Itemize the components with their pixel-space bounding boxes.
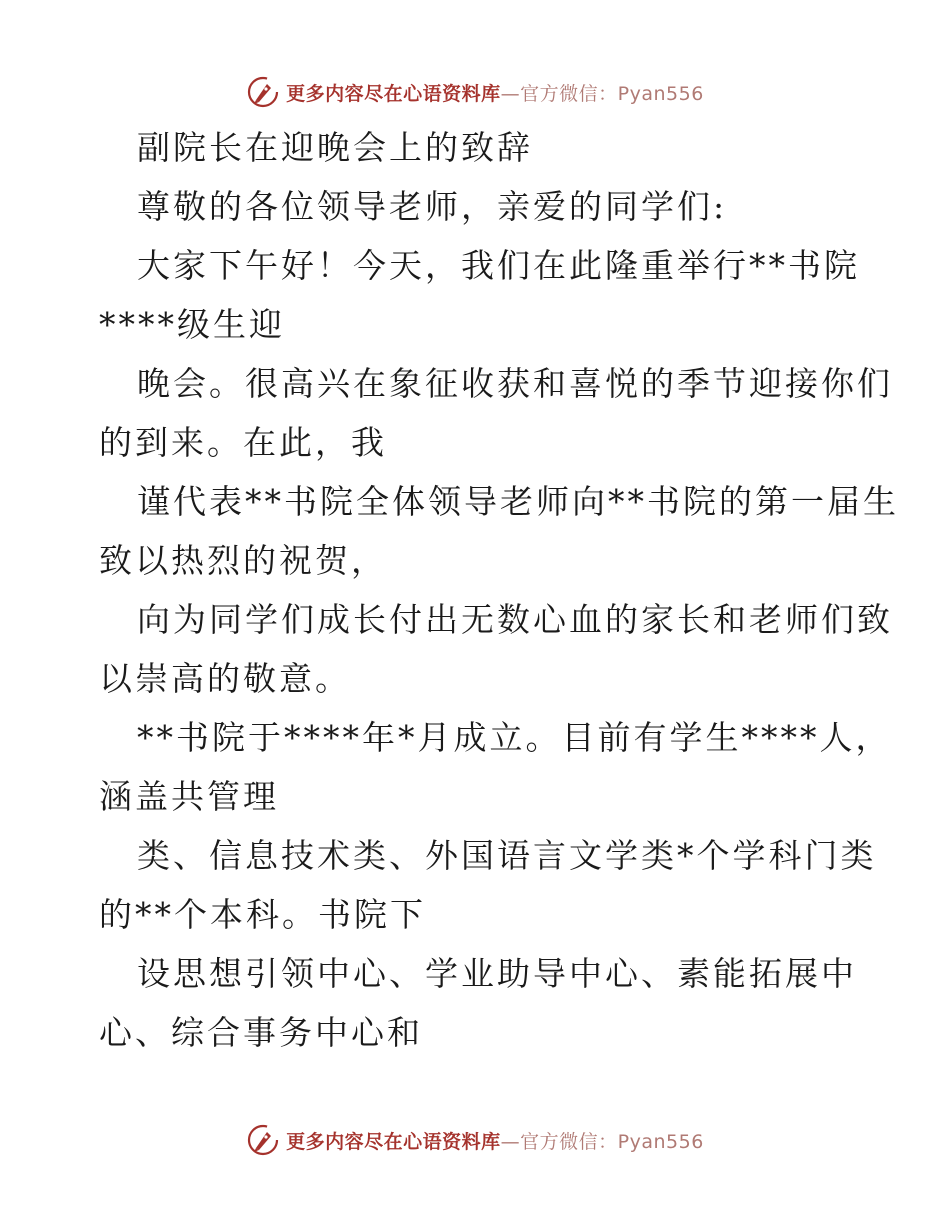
watermark-separator: —: [500, 1130, 521, 1153]
watermark-text: [286, 79, 704, 106]
text-line: 类、信息技术类、外国语言文学类*个学科门类: [137, 836, 877, 875]
text-line: 心、综合事务中心和: [99, 1013, 423, 1052]
text-line: 致以热烈的祝贺，: [99, 541, 387, 580]
text-line: 尊敬的各位领导老师，亲爱的同学们:: [137, 187, 728, 226]
document-title: 副院长在迎晚会上的致辞: [137, 128, 533, 167]
document-body: [99, 118, 899, 1062]
pen-nib-logo-icon: [246, 75, 280, 109]
header-watermark: [0, 72, 950, 112]
text-line: ****级生迎: [99, 305, 285, 344]
text-line: 设思想引领中心、学业助导中心、素能拓展中: [137, 954, 857, 993]
text-line: 的到来。在此，我: [99, 423, 387, 462]
pen-nib-logo-icon: [246, 1123, 280, 1157]
text-line: 谨代表**书院全体领导老师向**书院的第一届生: [137, 482, 899, 521]
text-line: 涵盖共管理: [99, 777, 279, 816]
text-line: **书院于****年*月成立。目前有学生****人，: [137, 718, 892, 757]
text-line: 向为同学们成长付出无数心血的家长和老师们致: [137, 600, 893, 639]
watermark-contact: 官方微信：Pyan556: [520, 1130, 704, 1153]
text-line: 晚会。很高兴在象征收获和喜悦的季节迎接你们: [137, 364, 893, 403]
footer-watermark: [0, 1120, 950, 1160]
watermark-contact: 官方微信：Pyan556: [520, 82, 704, 105]
text-line: 的**个本科。书院下: [99, 895, 426, 934]
text-line: 大家下午好！今天，我们在此隆重举行**书院: [137, 246, 860, 285]
watermark-separator: —: [500, 82, 521, 105]
watermark-text: [286, 1127, 704, 1154]
watermark-brand: 更多内容尽在心语资料库: [286, 82, 501, 105]
watermark-brand: 更多内容尽在心语资料库: [286, 1130, 501, 1153]
text-line: 以崇高的敬意。: [99, 659, 351, 698]
